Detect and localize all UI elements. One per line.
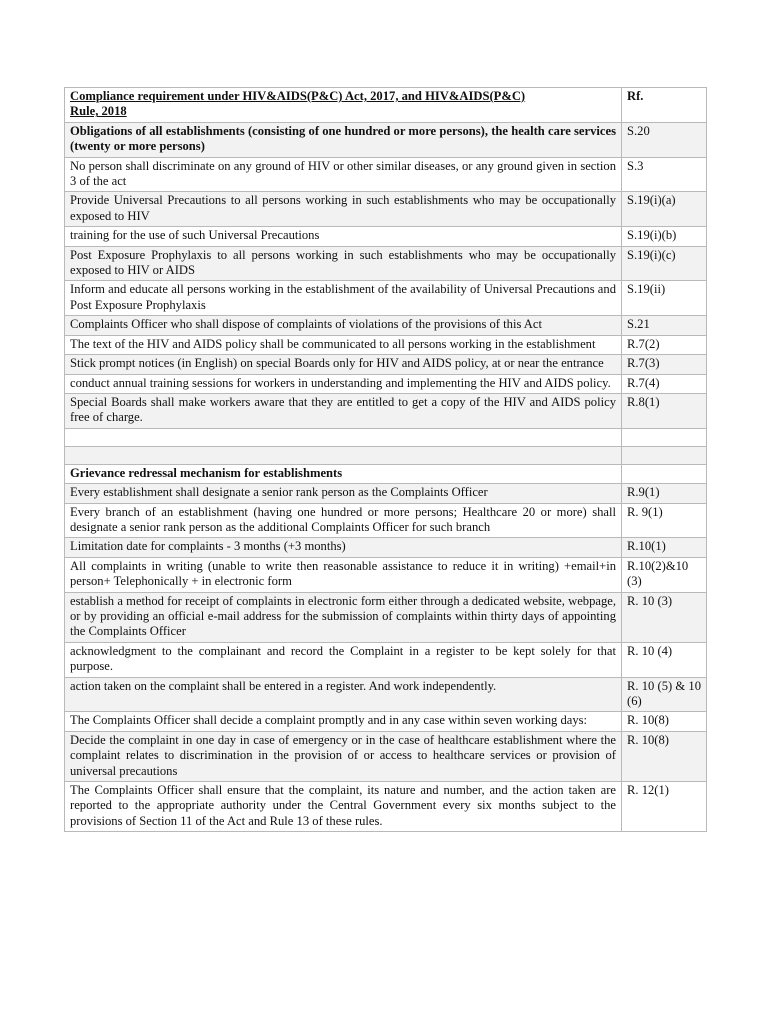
ref-cell: R.7(2) (622, 335, 707, 354)
requirement-cell: Every branch of an establishment (having one hundred or more persons; Healthcare 20 or more) shall designate a senior rank person as the additional Complaints Officer for such branch (65, 503, 622, 538)
ref-cell: S.19(ii) (622, 281, 707, 316)
requirement-cell: Complaints Officer who shall dispose of complaints of violations of the provisions of this Act (65, 316, 622, 335)
requirement-cell: training for the use of such Universal Precautions (65, 227, 622, 246)
section-heading-obligations: Obligations of all establishments (consisting of one hundred or more persons), the health care services (twenty or more persons) (65, 122, 622, 157)
ref-cell: S.3 (622, 157, 707, 192)
table-row (65, 592, 707, 642)
table-row (65, 227, 707, 246)
section-heading-row (65, 464, 707, 483)
header-title-line2: Rule, 2018 (70, 104, 127, 119)
empty-cell (622, 428, 707, 446)
ref-cell: R. 10(8) (622, 731, 707, 781)
ref-cell: R.9(1) (622, 484, 707, 503)
requirement-column-header (65, 88, 622, 123)
table-row (65, 782, 707, 832)
requirement-cell: Every establishment shall designate a senior rank person as the Complaints Officer (65, 484, 622, 503)
requirement-cell: All complaints in writing (unable to write then reasonable assistance to reduce it in writing) +email+in person+ Telephonically + in electronic form (65, 557, 622, 592)
requirement-cell: The Complaints Officer shall ensure that the complaint, its nature and number, and the action taken are reported to the appropriate authority under the Central Government every six months subject to the provisions of Section 11 of the Act and Rule 13 of these rules. (65, 782, 622, 832)
table-row (65, 246, 707, 281)
table-row (65, 393, 707, 428)
table-row (65, 731, 707, 781)
ref-cell: R. 12(1) (622, 782, 707, 832)
empty-cell (622, 446, 707, 464)
requirement-cell: Inform and educate all persons working in the establishment of the availability of Universal Precautions and Post Exposure Prophylaxis (65, 281, 622, 316)
table-row (65, 677, 707, 712)
table-row (65, 538, 707, 557)
table-row (65, 484, 707, 503)
ref-cell: R.7(4) (622, 374, 707, 393)
ref-cell: R. 10 (5) & 10 (6) (622, 677, 707, 712)
table-row (65, 642, 707, 677)
requirement-cell: action taken on the complaint shall be entered in a register. And work independently. (65, 677, 622, 712)
requirement-cell: conduct annual training sessions for workers in understanding and implementing the HIV and AIDS policy. (65, 374, 622, 393)
requirement-cell: Limitation date for complaints - 3 months (+3 months) (65, 538, 622, 557)
table-row (65, 157, 707, 192)
table-row (65, 192, 707, 227)
table-row (65, 281, 707, 316)
section-heading-row (65, 122, 707, 157)
table-row (65, 355, 707, 374)
ref-cell: R. 10 (4) (622, 642, 707, 677)
requirement-cell: Special Boards shall make workers aware that they are entitled to get a copy of the HIV and AIDS policy free of charge. (65, 393, 622, 428)
table-row (65, 503, 707, 538)
ref-cell: R. 9(1) (622, 503, 707, 538)
ref-cell: S.19(i)(a) (622, 192, 707, 227)
requirement-cell: establish a method for receipt of complaints in electronic form either through a dedicated website, webpage, or by providing an official e-mail address for the submission of complaints within thirty days of appointing the Complaints Officer (65, 592, 622, 642)
ref-cell: R. 10(8) (622, 712, 707, 731)
table-header-row (65, 88, 707, 123)
empty-cell (65, 428, 622, 446)
compliance-table (64, 87, 707, 832)
ref-cell: S.21 (622, 316, 707, 335)
ref-cell: R. 10 (3) (622, 592, 707, 642)
ref-column-header: Rf. (622, 88, 707, 123)
section-heading-grievance: Grievance redressal mechanism for establishments (65, 464, 622, 483)
empty-cell (65, 446, 622, 464)
requirement-cell: No person shall discriminate on any ground of HIV or other similar diseases, or any ground given in section 3 of the act (65, 157, 622, 192)
ref-cell: R.8(1) (622, 393, 707, 428)
requirement-cell: Stick prompt notices (in English) on special Boards only for HIV and AIDS policy, at or near the entrance (65, 355, 622, 374)
ref-cell: R.10(2)&10 (3) (622, 557, 707, 592)
section-ref: S.20 (622, 122, 707, 157)
table-row (65, 712, 707, 731)
section-ref (622, 464, 707, 483)
empty-row (65, 446, 707, 464)
table-row (65, 374, 707, 393)
ref-cell: R.10(1) (622, 538, 707, 557)
requirement-cell: Post Exposure Prophylaxis to all persons working in such establishments who may be occupationally exposed to HIV or AIDS (65, 246, 622, 281)
ref-cell: S.19(i)(b) (622, 227, 707, 246)
table-row (65, 335, 707, 354)
requirement-cell: The Complaints Officer shall decide a complaint promptly and in any case within seven working days: (65, 712, 622, 731)
requirement-cell: The text of the HIV and AIDS policy shall be communicated to all persons working in the establishment (65, 335, 622, 354)
requirement-cell: acknowledgment to the complainant and record the Complaint in a register to be kept solely for that purpose. (65, 642, 622, 677)
table-row (65, 316, 707, 335)
header-title-line1: Compliance requirement under HIV&AIDS(P&C) Act, 2017, and HIV&AIDS(P&C) (70, 89, 526, 103)
ref-cell: R.7(3) (622, 355, 707, 374)
ref-cell: S.19(i)(c) (622, 246, 707, 281)
requirement-cell: Provide Universal Precautions to all persons working in such establishments who may be occupationally exposed to HIV (65, 192, 622, 227)
table-row (65, 557, 707, 592)
requirement-cell: Decide the complaint in one day in case of emergency or in the case of healthcare establishment where the complaint relates to discrimination in the provision of or access to healthcare services or provision of universal precautions (65, 731, 622, 781)
empty-row (65, 428, 707, 446)
